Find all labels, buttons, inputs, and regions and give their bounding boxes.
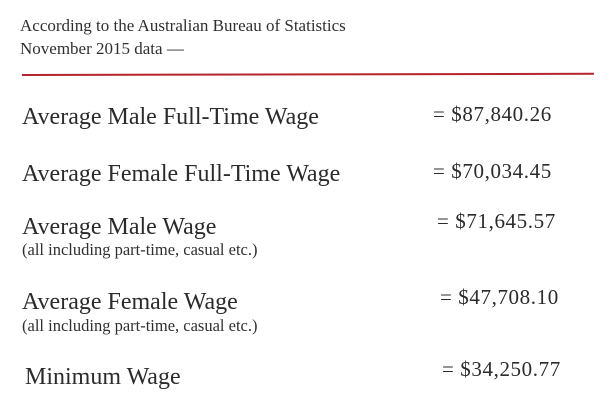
wage-label: Average Female Full-Time Wage xyxy=(22,161,341,187)
wage-label: Minimum Wage xyxy=(25,364,181,390)
wage-note: (all including part-time, casual etc.) xyxy=(22,240,258,259)
wage-value: = $47,708.10 xyxy=(440,285,559,309)
wage-label: Average Male Wage xyxy=(22,214,217,240)
date-line: November 2015 data — xyxy=(20,39,184,58)
source-line: According to the Australian Bureau of Statistics xyxy=(20,16,346,35)
wage-label: Average Female Wage xyxy=(22,289,238,315)
wage-value: = $70,034.45 xyxy=(433,159,552,183)
wage-value: = $34,250.77 xyxy=(442,357,561,381)
source-header xyxy=(20,14,346,60)
header-divider xyxy=(22,73,594,76)
wage-note: (all including part-time, casual etc.) xyxy=(22,316,258,335)
wage-label: Average Male Full-Time Wage xyxy=(22,104,319,130)
wage-value: = $87,840.26 xyxy=(433,102,552,126)
wage-value: = $71,645.57 xyxy=(437,209,556,233)
